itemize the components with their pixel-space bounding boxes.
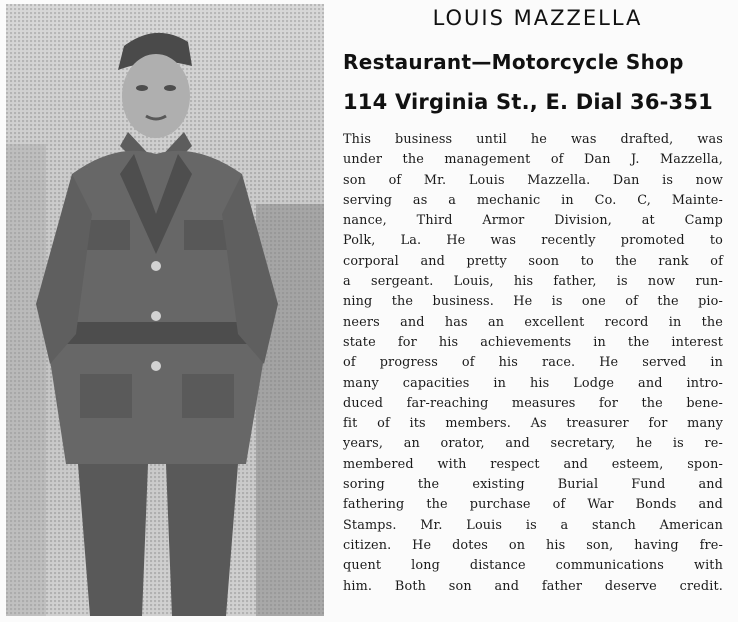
business-owner-name: LOUIS MAZZELLA — [432, 6, 643, 30]
article-line: him. Both son and father deserve credit. — [343, 578, 723, 594]
article-line: nance, Third Armor Division, at Camp — [343, 213, 723, 229]
article-body — [343, 130, 723, 597]
business-type: Restaurant—Motorcycle Shop — [343, 50, 684, 74]
article-line: serving as a mechanic in Co. C, Mainte- — [343, 192, 723, 208]
article-line: neers and has an excellent record in the — [343, 314, 723, 330]
article-line: many capacities in his Lodge and intro- — [343, 375, 723, 391]
article-line: This business until he was drafted, was — [343, 132, 723, 147]
article-line: fathering the purchase of War Bonds and — [343, 497, 723, 513]
soldier-photo-illustration — [6, 4, 324, 616]
article-line: son of Mr. Louis Mazzella. Dan is now — [343, 172, 723, 188]
article-line: soring the existing Burial Fund and — [343, 477, 723, 493]
article-line: Stamps. Mr. Louis is a stanch American — [343, 517, 723, 533]
article-line: Polk, La. He was recently promoted to — [343, 233, 723, 249]
article-line: citizen. He dotes on his son, having fre- — [343, 537, 723, 553]
business-address: 114 Virginia St., E. Dial 36-351 — [343, 90, 713, 114]
article-line: under the management of Dan J. Mazzella, — [343, 152, 723, 168]
article-line: duced far-reaching measures for the bene- — [343, 395, 723, 411]
article-line: quent long distance communications with — [343, 558, 723, 574]
article-line: corporal and pretty soon to the rank of — [343, 253, 723, 269]
article-line: state for his achievements in the interest — [343, 334, 723, 350]
article-line: fit of its members. As treasurer for many — [343, 416, 723, 432]
article-line: years, an orator, and secretary, he is re- — [343, 436, 723, 452]
article-line: a sergeant. Louis, his father, is now run- — [343, 274, 723, 290]
soldier-photo — [6, 4, 324, 616]
article-line: ning the business. He is one of the pio- — [343, 294, 723, 310]
article-line: membered with respect and esteem, spon- — [343, 456, 723, 472]
article-line: of progress of his race. He served in — [343, 355, 723, 371]
